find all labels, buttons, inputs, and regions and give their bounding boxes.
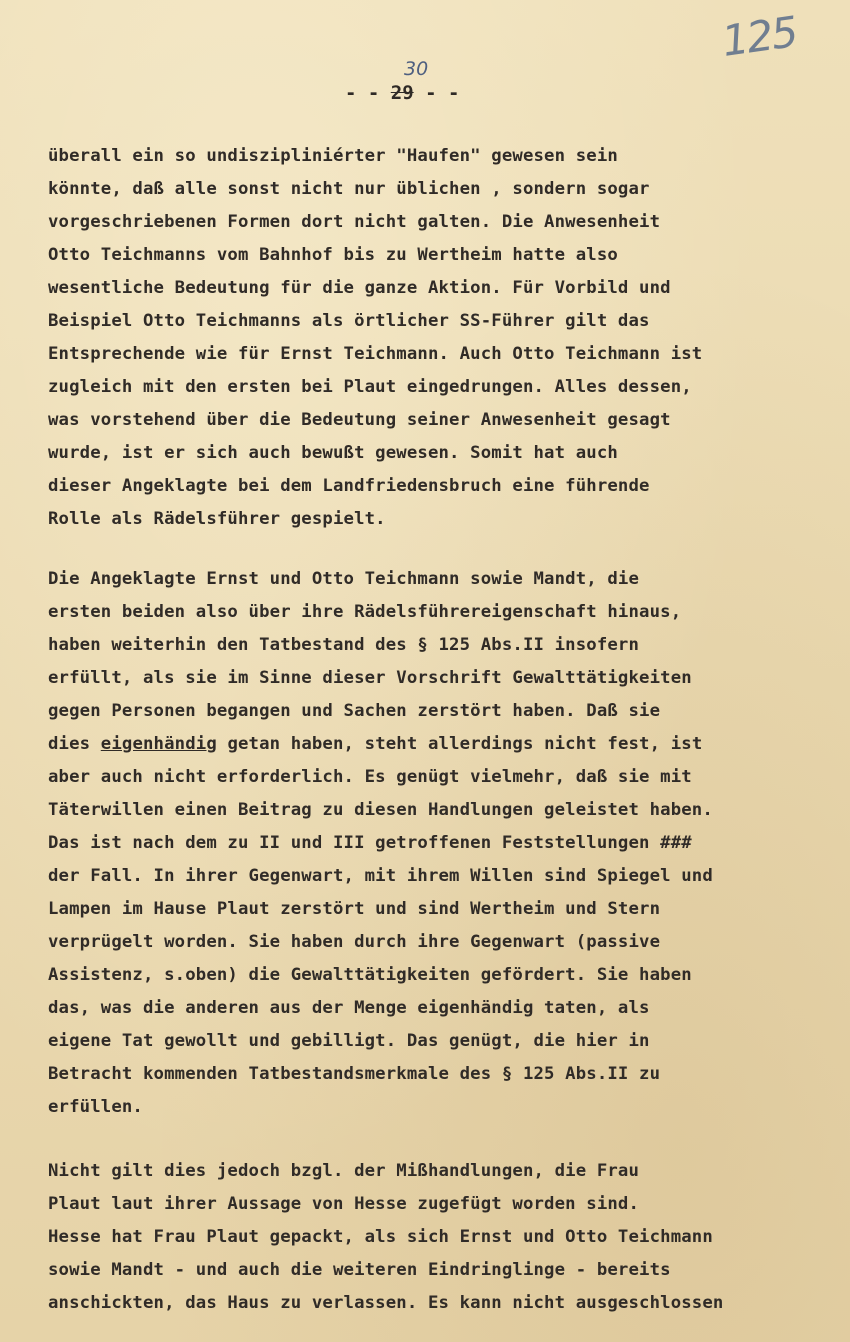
text-line: Nicht gilt dies jedoch bzgl. der Mißhandlungen, die Frau [48, 1161, 640, 1181]
text-line: könnte, daß alle sonst nicht nur üblichen , sondern sogar [48, 179, 650, 199]
text-line: verprügelt worden. Sie haben durch ihre Gegenwart (passive [48, 932, 661, 952]
text-line: dieser Angeklagte bei dem Landfriedensbruch eine führende [48, 476, 650, 496]
text-line: Beispiel Otto Teichmanns als örtlicher SS-Führer gilt das [48, 311, 650, 331]
text-line: vorgeschriebenen Formen dort nicht galten. Die Anwesenheit [48, 212, 661, 232]
text-line: der Fall. In ihrer Gegenwart, mit ihrem Willen sind Spiegel und [48, 866, 713, 886]
page-number-suffix: - - [413, 82, 460, 104]
text-line: anschickten, das Haus zu verlassen. Es kann nicht ausgeschlossen [48, 1293, 724, 1313]
text-line: Otto Teichmanns vom Bahnhof bis zu Wertheim hatte also [48, 245, 618, 265]
text-line: Hesse hat Frau Plaut gepackt, als sich Ernst und Otto Teichmann [48, 1227, 713, 1247]
text-line: eigene Tat gewollt und gebilligt. Das genügt, die hier in [48, 1031, 650, 1051]
text-line: aber auch nicht erforderlich. Es genügt vielmehr, daß sie mit [48, 767, 692, 787]
paragraph-1 [48, 140, 838, 536]
text-line: Entsprechende wie für Ernst Teichmann. Auch Otto Teichmann ist [48, 344, 703, 364]
text-line: sowie Mandt - und auch die weiteren Eindringlinge - bereits [48, 1260, 671, 1280]
text-line: Lampen im Hause Plaut zerstört und sind Wertheim und Stern [48, 899, 661, 919]
page-number-old: 29 [390, 82, 414, 104]
page-number-prefix: - - [345, 82, 391, 104]
text-line: zugleich mit den ersten bei Plaut eingedrungen. Alles dessen, [48, 377, 692, 397]
paragraph-3 [48, 1155, 838, 1320]
underlined-word: eigenhändig [100, 734, 217, 754]
text-line: erfüllt, als sie im Sinne dieser Vorschrift Gewalttätigkeiten [48, 668, 692, 688]
text-line: Das ist nach dem zu II und III getroffenen Feststellungen ### [48, 833, 692, 853]
typed-page-number [345, 82, 459, 104]
text-line: was vorstehend über die Bedeutung seiner Anwesenheit gesagt [48, 410, 671, 430]
text-line: ersten beiden also über ihre Rädelsführereigenschaft hinaus, [48, 602, 682, 622]
text-line: Täterwillen einen Beitrag zu diesen Handlungen geleistet haben. [48, 800, 713, 820]
text-line: Plaut laut ihrer Aussage von Hesse zugefügt worden sind. [48, 1194, 640, 1214]
text-line: haben weiterhin den Tatbestand des § 125 Abs.II insofern [48, 635, 640, 655]
text-line: Die Angeklagte Ernst und Otto Teichmann sowie Mandt, die [48, 569, 640, 589]
text-line: Assistenz, s.oben) die Gewalttätigkeiten gefördert. Sie haben [48, 965, 692, 985]
text-line-underlined: dies eigenhändig getan haben, steht allerdings nicht fest, ist [48, 734, 703, 754]
text-line: gegen Personen begangen und Sachen zerstört haben. Daß sie [48, 701, 661, 721]
text-line: das, was die anderen aus der Menge eigenhändig taten, als [48, 998, 650, 1018]
text-line: Rolle als Rädelsführer gespielt. [48, 509, 386, 529]
text-line: überall ein so undiszipliniérter "Haufen" gewesen sein [48, 146, 618, 166]
paragraph-2 [48, 563, 838, 1124]
text-line: wurde, ist er sich auch bewußt gewesen. Somit hat auch [48, 443, 618, 463]
text-line: Betracht kommenden Tatbestandsmerkmale des § 125 Abs.II zu [48, 1064, 661, 1084]
text-line: erfüllen. [48, 1097, 143, 1117]
archive-page-number: 125 [718, 7, 800, 66]
text-line: wesentliche Bedeutung für die ganze Aktion. Für Vorbild und [48, 278, 671, 298]
handwritten-page-correction: 30 [404, 58, 429, 80]
